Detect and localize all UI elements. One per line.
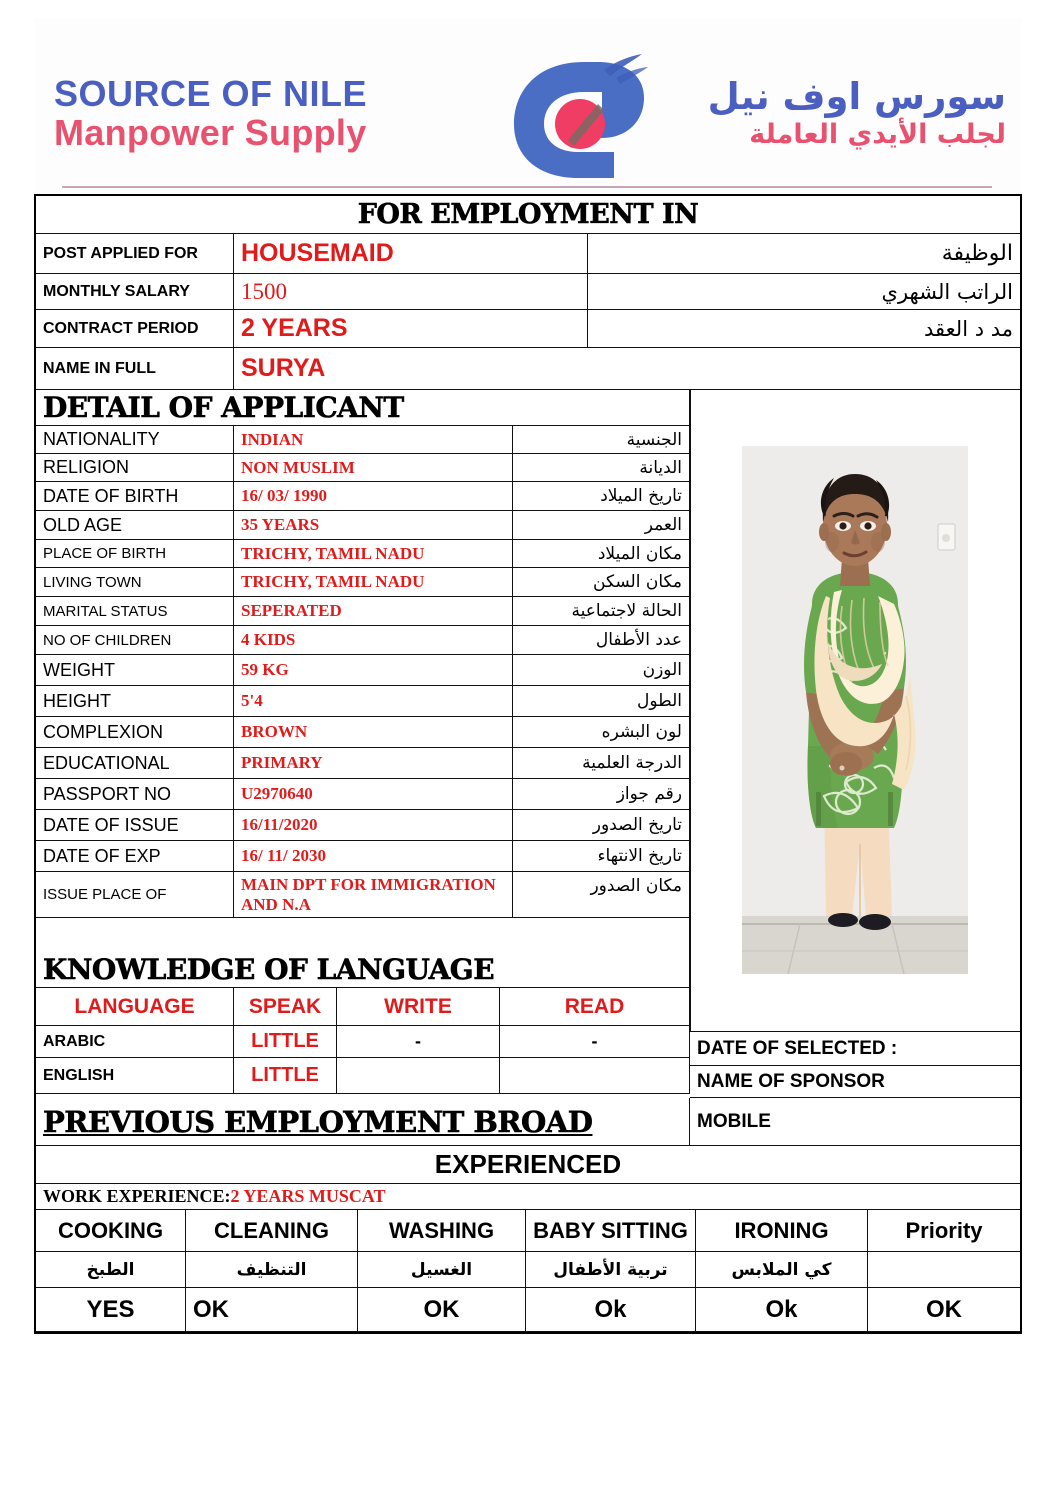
applicant-arabic-cell-0	[513, 426, 689, 454]
language-row-arabic-write	[337, 1026, 500, 1058]
english-speak-value: LITTLE	[251, 1064, 319, 1086]
applicant-arabic-cell-10	[513, 717, 689, 748]
applicant-value-cell-8	[234, 655, 513, 686]
skill-value-2: OK	[423, 1295, 460, 1323]
brand-english	[54, 73, 474, 153]
applicant-value-cell-6	[234, 597, 513, 626]
applicant-value-7: 4 KIDS	[241, 630, 296, 650]
applicant-arabic-9: الطول	[637, 691, 682, 711]
company-logo-icon	[506, 48, 656, 188]
applicant-value-4: TRICHY, TAMIL NADU	[241, 543, 425, 563]
applicant-label-15: ISSUE PLACE OF	[43, 886, 167, 903]
applicant-arabic-cell-8	[513, 655, 689, 686]
skill-header-cell-1	[186, 1210, 358, 1252]
post-applied-for-value-cell	[234, 234, 588, 274]
skill-arabic-cell-1	[186, 1252, 358, 1288]
applicant-title-row	[36, 390, 690, 426]
applicant-label-7: NO OF CHILDREN	[43, 631, 172, 649]
applicant-value-6: SEPERATED	[241, 601, 342, 621]
language-row-arabic-name	[36, 1026, 234, 1058]
language-row-english-write	[337, 1058, 500, 1094]
skill-arabic-4: كي الملابس	[731, 1259, 832, 1280]
employment-title: FOR EMPLOYMENT IN	[357, 199, 699, 230]
applicant-value-9: 5'4	[241, 691, 263, 711]
brand-line-2: Manpower Supply	[54, 112, 367, 153]
applicant-label-0: NATIONALITY	[43, 429, 160, 449]
applicant-label-cell-2	[36, 482, 234, 511]
applicant-arabic-4: مكان الميلاد	[597, 543, 682, 564]
applicant-label-cell-0	[36, 426, 234, 454]
brand-line-1: SOURCE OF NILE	[54, 73, 368, 114]
applicant-arabic-cell-14	[513, 841, 689, 872]
skill-value-5: OK	[926, 1295, 962, 1323]
post-applied-for-label-cell	[36, 234, 234, 274]
language-row-english-read	[500, 1058, 690, 1094]
applicant-label-cell-4	[36, 540, 234, 568]
monthly-salary-value-cell	[234, 274, 588, 310]
post-applied-for-arabic: الوظيفة	[941, 241, 1013, 266]
post-applied-for-label: POST APPLIED FOR	[43, 244, 198, 262]
applicant-arabic-8: الوزن	[642, 660, 682, 680]
contract-period-label: CONTRACT PERIOD	[43, 319, 199, 337]
employment-title-row	[36, 196, 1020, 234]
applicant-arabic-cell-4	[513, 540, 689, 568]
applicant-label-14: DATE OF EXP	[43, 845, 161, 866]
applicant-value-13: 16/11/2020	[241, 815, 318, 835]
applicant-label-11: EDUCATIONAL	[43, 752, 170, 773]
monthly-salary-value: 1500	[241, 278, 287, 304]
skill-value-cell-5	[868, 1288, 1020, 1332]
applicant-value-11: PRIMARY	[241, 753, 323, 773]
applicant-label-1: RELIGION	[43, 457, 130, 477]
language-title-row	[36, 952, 690, 988]
applicant-value-cell-5	[234, 568, 513, 597]
date-of-selected-cell	[690, 1032, 1020, 1066]
applicant-arabic-cell-6	[513, 597, 689, 626]
skill-header-1: CLEANING	[214, 1217, 329, 1243]
experienced-label: EXPERIENCED	[434, 1149, 622, 1179]
applicant-label-cell-12	[36, 779, 234, 810]
skill-value-cell-1	[186, 1288, 358, 1332]
skill-header-cell-0	[36, 1210, 186, 1252]
language-col-write-header	[337, 988, 500, 1026]
applicant-value-5: TRICHY, TAMIL NADU	[241, 572, 425, 592]
post-applied-for-value: HOUSEMAID	[241, 239, 394, 267]
applicant-label-6: MARITAL STATUS	[43, 602, 168, 620]
skill-value-1: OK	[193, 1295, 229, 1323]
arabic-read-value: -	[591, 1031, 598, 1051]
applicant-label-10: COMPLEXION	[43, 721, 164, 742]
applicant-value-cell-10	[234, 717, 513, 748]
applicant-label-3: OLD AGE	[43, 514, 123, 535]
skill-arabic-cell-5	[868, 1252, 1020, 1288]
applicant-arabic-cell-12	[513, 779, 689, 810]
applicant-arabic-cell-2	[513, 482, 689, 511]
skill-arabic-cell-0	[36, 1252, 186, 1288]
experienced-row	[36, 1146, 1020, 1184]
applicant-arabic-cell-15	[513, 872, 689, 918]
applicant-value-cell-15	[234, 872, 513, 918]
language-row-arabic-speak	[234, 1026, 337, 1058]
applicant-value-cell-4	[234, 540, 513, 568]
skill-arabic-0: الطبخ	[86, 1259, 135, 1280]
speak-header-label: SPEAK	[248, 994, 322, 1018]
monthly-salary-label: MONTHLY SALARY	[43, 282, 190, 300]
applicant-value-cell-7	[234, 626, 513, 655]
applicant-arabic-5: مكان السكن	[593, 572, 682, 592]
write-header-label: WRITE	[384, 994, 452, 1018]
skill-value-3: Ok	[594, 1295, 627, 1323]
applicant-title: DETAIL OF APPLICANT	[43, 391, 404, 424]
applicant-arabic-11: الدرجة العلمية	[582, 753, 682, 773]
applicant-photo	[742, 446, 968, 974]
skill-header-cell-3	[526, 1210, 696, 1252]
previous-employment-title: PREVIOUS EMPLOYMENT BROAD	[43, 1104, 593, 1139]
photo-cell	[690, 390, 1020, 1032]
applicant-value-cell-0	[234, 426, 513, 454]
language-row-arabic-read	[500, 1026, 690, 1058]
brand-arabic-line-2: لجلب الأيدي العاملة	[749, 118, 1006, 150]
language-col-speak-header	[234, 988, 337, 1026]
applicant-label-cell-6	[36, 597, 234, 626]
skill-arabic-cell-4	[696, 1252, 868, 1288]
skill-value-cell-2	[358, 1288, 526, 1332]
applicant-arabic-cell-5	[513, 568, 689, 597]
applicant-value-cell-14	[234, 841, 513, 872]
skill-value-4: Ok	[765, 1295, 798, 1323]
english-language-label: ENGLISH	[43, 1066, 115, 1084]
brand-arabic	[708, 76, 1006, 151]
skill-header-2: WASHING	[388, 1217, 495, 1243]
skill-header-cell-2	[358, 1210, 526, 1252]
language-title: KNOWLEDGE OF LANGUAGE	[43, 953, 495, 986]
applicant-label-cell-11	[36, 748, 234, 779]
name-of-sponsor-cell	[690, 1066, 1020, 1098]
applicant-label-12: PASSPORT NO	[43, 783, 172, 804]
applicant-value-8: 59 KG	[241, 660, 289, 680]
skill-arabic-1: التنظيف	[236, 1259, 307, 1280]
applicant-arabic-cell-1	[513, 454, 689, 482]
applicant-arabic-2: تاريخ الميلاد	[600, 486, 682, 506]
name-of-sponsor-label: NAME OF SPONSOR	[697, 1070, 885, 1092]
work-experience-row	[36, 1184, 1020, 1210]
applicant-value-10: BROWN	[241, 722, 308, 742]
applicant-arabic-6: الحالة لاجتماعية	[571, 601, 682, 621]
applicant-arabic-15: مكان الصدور	[590, 876, 682, 896]
applicant-arabic-3: العمر	[644, 515, 682, 535]
photo-column-divider	[689, 390, 691, 1032]
language-row-english-name	[36, 1058, 234, 1094]
skill-arabic-cell-2	[358, 1252, 526, 1288]
arabic-write-value: -	[415, 1031, 421, 1051]
skill-header-4: IRONING	[734, 1217, 829, 1243]
skill-header-cell-5	[868, 1210, 1020, 1252]
name-in-full-label: NAME IN FULL	[43, 359, 156, 377]
applicant-arabic-13: تاريخ الصدور	[592, 815, 682, 835]
name-in-full-value: SURYA	[241, 354, 326, 382]
arabic-speak-value: LITTLE	[251, 1030, 319, 1052]
read-header-label: READ	[564, 994, 625, 1018]
monthly-salary-arabic: الراتب الشهري	[881, 279, 1013, 304]
skill-header-5: Priority	[905, 1217, 983, 1243]
contract-period-arabic: مد د العقد	[924, 316, 1013, 341]
monthly-salary-arabic-cell	[588, 274, 1020, 310]
applicant-value-12: U2970640	[241, 784, 313, 804]
mobile-cell	[690, 1098, 1020, 1146]
applicant-value-cell-3	[234, 511, 513, 540]
applicant-arabic-10: لون البشره	[601, 722, 682, 742]
language-row-english-speak	[234, 1058, 337, 1094]
applicant-label-cell-3	[36, 511, 234, 540]
applicant-arabic-7: عدد الأطفال	[595, 630, 682, 650]
header-divider	[62, 186, 992, 188]
applicant-arabic-cell-11	[513, 748, 689, 779]
contract-period-value-cell	[234, 310, 588, 348]
contract-period-value: 2 YEARS	[241, 314, 348, 342]
language-col-language-header	[36, 988, 234, 1026]
letterhead	[34, 18, 1022, 194]
applicant-arabic-0: الجنسية	[626, 429, 682, 450]
applicant-value-cell-1	[234, 454, 513, 482]
mobile-label: MOBILE	[697, 1110, 771, 1132]
applicant-label-cell-14	[36, 841, 234, 872]
applicant-value-15: MAIN DPT FOR IMMIGRATION AND N.A	[241, 874, 496, 914]
applicant-label-cell-7	[36, 626, 234, 655]
applicant-label-4: PLACE OF BIRTH	[43, 545, 167, 562]
applicant-arabic-1: الديانة	[639, 457, 682, 478]
language-header-label: LANGUAGE	[74, 994, 195, 1018]
skill-value-cell-4	[696, 1288, 868, 1332]
skill-value-cell-0	[36, 1288, 186, 1332]
applicant-value-cell-13	[234, 810, 513, 841]
work-experience-value: 2 YEARS MUSCAT	[230, 1186, 386, 1206]
skill-value-cell-3	[526, 1288, 696, 1332]
applicant-label-cell-15	[36, 872, 234, 918]
applicant-label-cell-10	[36, 717, 234, 748]
skill-arabic-3: تربية الأطفال	[553, 1259, 668, 1280]
date-of-selected-label: DATE OF SELECTED :	[697, 1037, 898, 1059]
applicant-value-cell-11	[234, 748, 513, 779]
applicant-label-2: DATE OF BIRTH	[43, 485, 179, 506]
applicant-label-8: WEIGHT	[43, 659, 115, 680]
contract-period-label-cell	[36, 310, 234, 348]
arabic-language-label: ARABIC	[43, 1032, 106, 1050]
applicant-label-cell-8	[36, 655, 234, 686]
applicant-label-13: DATE OF ISSUE	[43, 814, 179, 835]
applicant-value-14: 16/ 11/ 2030	[241, 846, 327, 866]
applicant-arabic-cell-9	[513, 686, 689, 717]
previous-employment-title-row	[36, 1098, 690, 1146]
applicant-value-cell-9	[234, 686, 513, 717]
monthly-salary-label-cell	[36, 274, 234, 310]
applicant-value-3: 35 YEARS	[241, 515, 320, 535]
applicant-label-cell-5	[36, 568, 234, 597]
name-in-full-value-cell	[234, 348, 1020, 390]
applicant-arabic-cell-7	[513, 626, 689, 655]
applicant-label-cell-9	[36, 686, 234, 717]
skill-arabic-2: الغسيل	[410, 1259, 473, 1280]
brand-arabic-line-1: سورس اوف نيل	[707, 75, 1006, 118]
skill-header-3: BABY SITTING	[533, 1217, 688, 1243]
applicant-arabic-12: رقم جواز	[616, 784, 682, 804]
applicant-arabic-cell-13	[513, 810, 689, 841]
applicant-value-2: 16/ 03/ 1990	[241, 486, 327, 506]
applicant-value-cell-12	[234, 779, 513, 810]
contract-period-arabic-cell	[588, 310, 1020, 348]
applicant-arabic-cell-3	[513, 511, 689, 540]
applicant-label-5: LIVING TOWN	[43, 573, 142, 591]
applicant-value-1: NON MUSLIM	[241, 457, 355, 477]
applicant-label-9: HEIGHT	[43, 690, 112, 711]
language-col-read-header	[500, 988, 690, 1026]
applicant-arabic-14: تاريخ الانتهاء	[597, 846, 682, 866]
applicant-value-cell-2	[234, 482, 513, 511]
work-experience-label: WORK EXPERIENCE:	[43, 1186, 231, 1206]
post-applied-for-arabic-cell	[588, 234, 1020, 274]
skill-arabic-cell-3	[526, 1252, 696, 1288]
applicant-value-0: INDIAN	[241, 429, 304, 449]
skill-value-0: YES	[86, 1295, 135, 1323]
name-in-full-label-cell	[36, 348, 234, 390]
applicant-label-cell-13	[36, 810, 234, 841]
applicant-label-cell-1	[36, 454, 234, 482]
skill-header-0: COOKING	[57, 1217, 164, 1243]
skill-header-cell-4	[696, 1210, 868, 1252]
